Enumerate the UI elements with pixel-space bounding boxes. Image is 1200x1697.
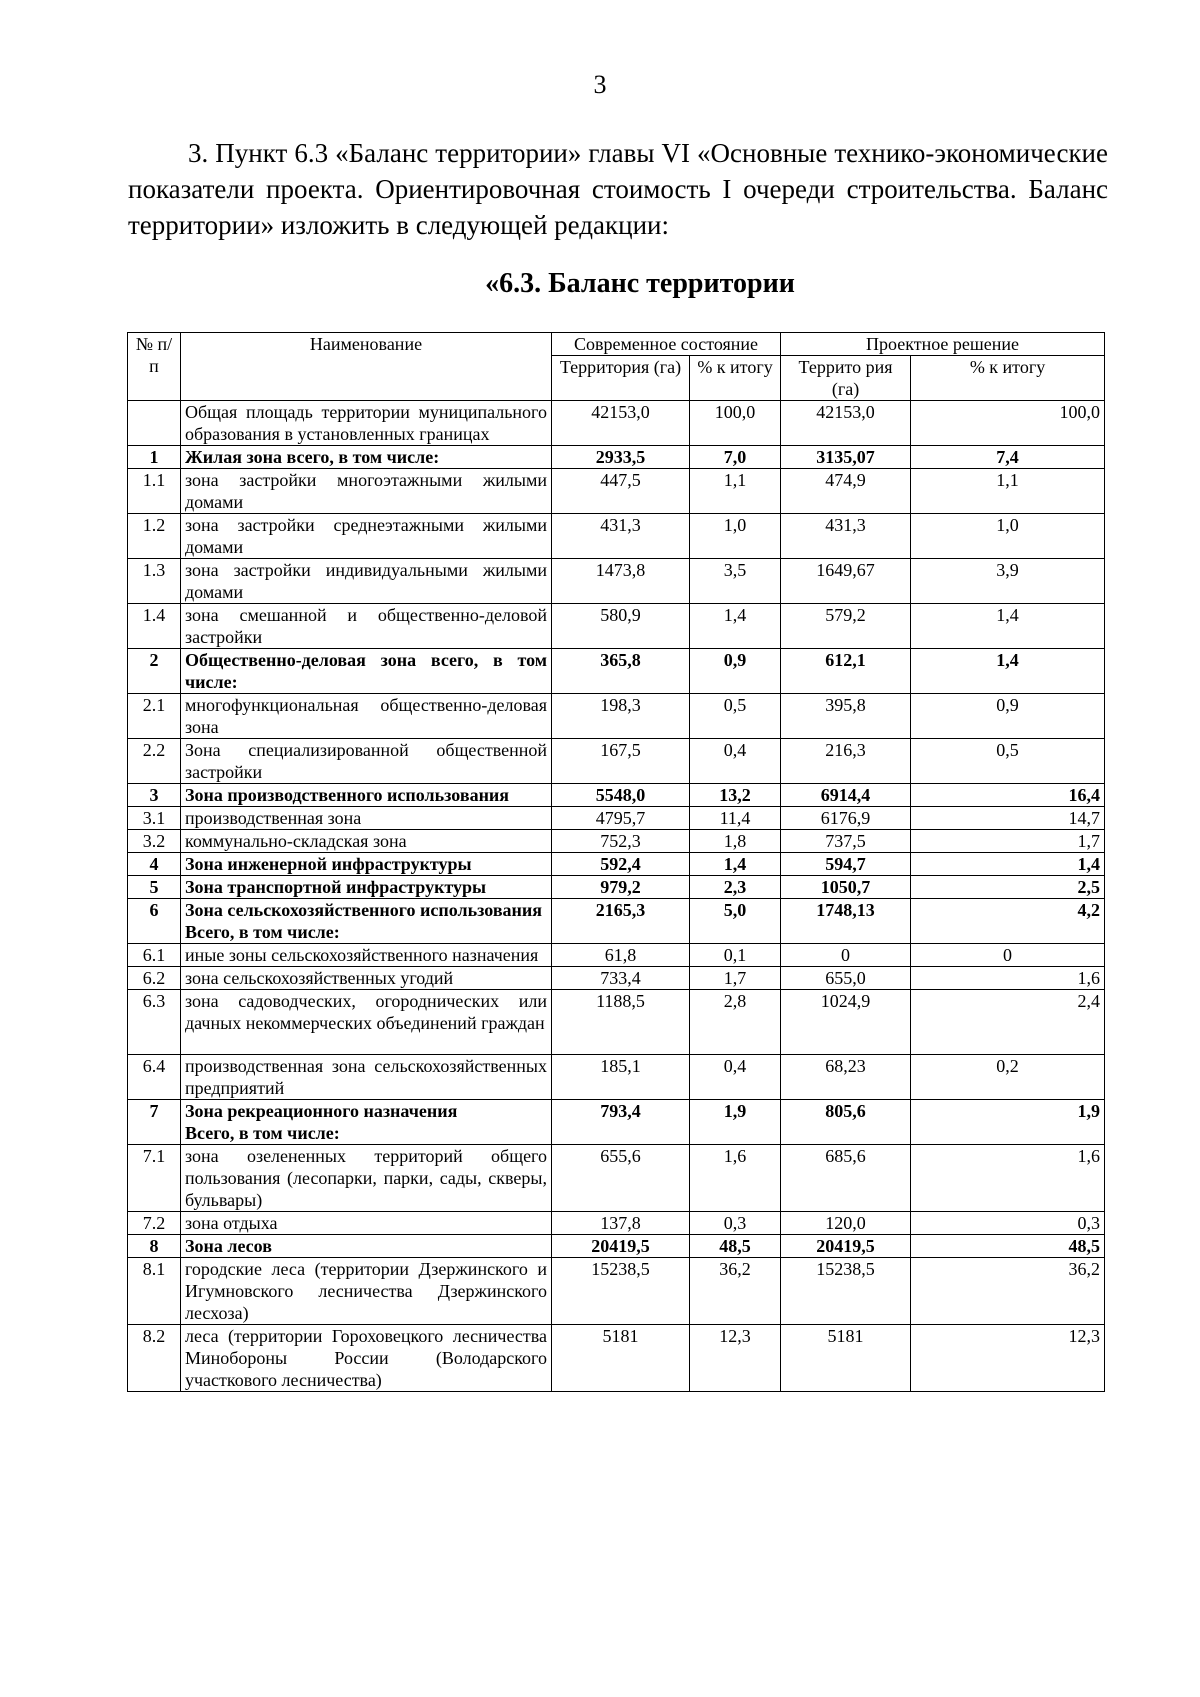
row-name	[181, 739, 552, 784]
row-name	[181, 604, 552, 649]
project-pct-cell: 48,5	[911, 1235, 1105, 1258]
current-pct-cell: 0,3	[690, 1212, 781, 1235]
row-number: 1.2	[128, 514, 181, 559]
project-area-cell: 5181	[781, 1325, 911, 1392]
header-current-area: Территория (га)	[552, 356, 690, 401]
row-number: 6.1	[128, 944, 181, 967]
row-name	[181, 1235, 552, 1258]
row-number: 6.4	[128, 1055, 181, 1100]
current-pct-cell: 1,4	[690, 604, 781, 649]
project-area-cell: 395,8	[781, 694, 911, 739]
row-name-text: зона застройки среднеэтажными жилыми домами	[185, 515, 547, 557]
current-area-cell: 592,4	[552, 853, 690, 876]
row-name-text: Зона инженерной инфраструктуры	[185, 854, 472, 874]
current-area-cell: 137,8	[552, 1212, 690, 1235]
project-pct-cell: 14,7	[911, 807, 1105, 830]
row-number: 7	[128, 1100, 181, 1145]
row-name-text: Зона лесов	[185, 1236, 272, 1256]
row-name	[181, 649, 552, 694]
project-pct-cell: 1,6	[911, 967, 1105, 990]
current-pct-cell: 1,9	[690, 1100, 781, 1145]
row-name-text: Зона сельскохозяйственного использования	[185, 900, 543, 920]
row-name	[181, 1055, 552, 1100]
table-row	[128, 1145, 1105, 1212]
header-current-pct: % к итогу	[690, 356, 781, 401]
current-pct-cell: 0,4	[690, 739, 781, 784]
row-name	[181, 1212, 552, 1235]
row-name	[181, 853, 552, 876]
project-pct-cell: 1,9	[911, 1100, 1105, 1145]
row-number: 7.1	[128, 1145, 181, 1212]
row-number: 6	[128, 899, 181, 944]
header-current-state: Современное состояние	[552, 333, 781, 356]
project-area-cell: 216,3	[781, 739, 911, 784]
row-name	[181, 784, 552, 807]
row-name	[181, 807, 552, 830]
header-project-area: Террито рия (га)	[781, 356, 911, 401]
project-pct-cell: 7,4	[911, 446, 1105, 469]
row-number: 1.4	[128, 604, 181, 649]
table-row	[128, 807, 1105, 830]
project-area-cell: 0	[781, 944, 911, 967]
project-area-cell: 805,6	[781, 1100, 911, 1145]
current-pct-cell: 36,2	[690, 1258, 781, 1325]
current-area-cell: 61,8	[552, 944, 690, 967]
table-row	[128, 649, 1105, 694]
current-pct-cell: 13,2	[690, 784, 781, 807]
current-area-cell: 42153,0	[552, 401, 690, 446]
row-number: 8.2	[128, 1325, 181, 1392]
table-row	[128, 1212, 1105, 1235]
row-number: 8	[128, 1235, 181, 1258]
page-number: 3	[593, 70, 607, 99]
current-pct-cell: 1,1	[690, 469, 781, 514]
row-name-subtext: Всего, в том числе:	[185, 922, 340, 942]
row-name-text: зона отдыха	[185, 1213, 278, 1233]
row-name	[181, 1325, 552, 1392]
row-number: 3	[128, 784, 181, 807]
project-area-cell: 1024,9	[781, 990, 911, 1055]
project-area-cell: 3135,07	[781, 446, 911, 469]
current-pct-cell: 5,0	[690, 899, 781, 944]
amendment-paragraph: 3. Пункт 6.3 «Баланс территории» главы VI «Основные технико-экономические показатели проекта. Ориентировочная стоимость I очереди строительства. Баланс территории» изложить в следующей редакции:	[128, 138, 1108, 240]
project-area-cell: 1649,67	[781, 559, 911, 604]
table-row	[128, 1258, 1105, 1325]
current-area-cell: 20419,5	[552, 1235, 690, 1258]
row-name-text: производственная зона сельскохозяйственных предприятий	[185, 1056, 547, 1098]
row-number: 2.1	[128, 694, 181, 739]
current-area-cell: 447,5	[552, 469, 690, 514]
current-pct-cell: 48,5	[690, 1235, 781, 1258]
project-pct-cell: 2,5	[911, 876, 1105, 899]
row-name-text: иные зоны сельскохозяйственного назначения	[185, 945, 539, 965]
project-area-cell: 579,2	[781, 604, 911, 649]
table-row	[128, 967, 1105, 990]
current-area-cell: 2165,3	[552, 899, 690, 944]
current-pct-cell: 0,5	[690, 694, 781, 739]
current-area-cell: 979,2	[552, 876, 690, 899]
row-number: 8.1	[128, 1258, 181, 1325]
current-pct-cell: 1,0	[690, 514, 781, 559]
table-row	[128, 876, 1105, 899]
row-name	[181, 401, 552, 446]
row-name-text: Зона специализированной общественной застройки	[185, 740, 547, 782]
header-project-pct: % к итогу	[911, 356, 1105, 401]
project-area-cell: 68,23	[781, 1055, 911, 1100]
project-area-cell: 612,1	[781, 649, 911, 694]
current-area-cell: 4795,7	[552, 807, 690, 830]
row-name	[181, 944, 552, 967]
table-row	[128, 739, 1105, 784]
row-name	[181, 967, 552, 990]
project-area-cell: 431,3	[781, 514, 911, 559]
project-area-cell: 42153,0	[781, 401, 911, 446]
row-name-text: зона садоводческих, огороднических или дачных некоммерческих объединений граждан	[185, 991, 547, 1033]
current-area-cell: 5548,0	[552, 784, 690, 807]
current-area-cell: 752,3	[552, 830, 690, 853]
current-area-cell: 198,3	[552, 694, 690, 739]
row-number: 4	[128, 853, 181, 876]
row-number	[128, 401, 181, 446]
row-name-text: коммунально-складская зона	[185, 831, 407, 851]
project-area-cell: 737,5	[781, 830, 911, 853]
current-area-cell: 2933,5	[552, 446, 690, 469]
project-pct-cell: 0,2	[911, 1055, 1105, 1100]
current-area-cell: 1188,5	[552, 990, 690, 1055]
project-pct-cell: 2,4	[911, 990, 1105, 1055]
row-name-text: Жилая зона всего, в том числе:	[185, 447, 440, 467]
table-row	[128, 830, 1105, 853]
project-pct-cell: 4,2	[911, 899, 1105, 944]
project-area-cell: 685,6	[781, 1145, 911, 1212]
row-name-text: многофункциональная общественно-деловая зона	[185, 695, 547, 737]
row-number: 2.2	[128, 739, 181, 784]
project-pct-cell: 0,3	[911, 1212, 1105, 1235]
project-pct-cell: 1,0	[911, 514, 1105, 559]
table-row	[128, 446, 1105, 469]
current-area-cell: 1473,8	[552, 559, 690, 604]
row-name	[181, 990, 552, 1055]
row-number: 3.1	[128, 807, 181, 830]
project-area-cell: 15238,5	[781, 1258, 911, 1325]
table-row	[128, 784, 1105, 807]
header-num: № п/ п	[128, 333, 181, 401]
project-pct-cell: 0,5	[911, 739, 1105, 784]
row-name-text: зона озелененных территорий общего пользования (лесопарки, парки, сады, скверы, бульвары)	[185, 1146, 547, 1210]
project-pct-cell: 3,9	[911, 559, 1105, 604]
row-name	[181, 694, 552, 739]
row-name	[181, 446, 552, 469]
project-pct-cell: 0	[911, 944, 1105, 967]
row-name-text: зона сельскохозяйственных угодий	[185, 968, 454, 988]
table-row	[128, 1325, 1105, 1392]
row-name	[181, 469, 552, 514]
row-name	[181, 876, 552, 899]
current-pct-cell: 2,3	[690, 876, 781, 899]
project-area-cell: 1748,13	[781, 899, 911, 944]
row-number: 3.2	[128, 830, 181, 853]
row-name-text: леса (территории Гороховецкого лесничества Минобороны России (Володарского участкового лесничества)	[185, 1326, 547, 1390]
project-pct-cell: 1,4	[911, 853, 1105, 876]
row-name-text: производственная зона	[185, 808, 362, 828]
project-pct-cell: 0,9	[911, 694, 1105, 739]
header-name: Наименование	[181, 333, 552, 401]
current-pct-cell: 12,3	[690, 1325, 781, 1392]
row-name	[181, 1145, 552, 1212]
row-name	[181, 514, 552, 559]
project-pct-cell: 1,4	[911, 649, 1105, 694]
row-name-text: Общая площадь территории муниципального образования в установленных границах	[185, 402, 547, 444]
territory-balance-table	[127, 332, 1105, 1392]
row-name-text: зона застройки многоэтажными жилыми домами	[185, 470, 547, 512]
project-pct-cell: 36,2	[911, 1258, 1105, 1325]
row-name-text: Зона транспортной инфраструктуры	[185, 877, 487, 897]
project-pct-cell: 1,4	[911, 604, 1105, 649]
row-name-text: Зона рекреационного назначения	[185, 1101, 458, 1121]
current-pct-cell: 0,1	[690, 944, 781, 967]
table-row	[128, 559, 1105, 604]
row-name-text: Зона производственного использования	[185, 785, 510, 805]
current-area-cell: 431,3	[552, 514, 690, 559]
row-number: 1	[128, 446, 181, 469]
project-pct-cell: 1,6	[911, 1145, 1105, 1212]
table-row	[128, 1235, 1105, 1258]
row-name	[181, 1258, 552, 1325]
row-name	[181, 559, 552, 604]
row-number: 6.2	[128, 967, 181, 990]
project-area-cell: 594,7	[781, 853, 911, 876]
table-row	[128, 469, 1105, 514]
table-row	[128, 990, 1105, 1055]
row-name	[181, 1100, 552, 1145]
current-pct-cell: 100,0	[690, 401, 781, 446]
table-row	[128, 1100, 1105, 1145]
table-row	[128, 401, 1105, 446]
project-area-cell: 6914,4	[781, 784, 911, 807]
project-area-cell: 6176,9	[781, 807, 911, 830]
current-pct-cell: 2,8	[690, 990, 781, 1055]
row-name	[181, 899, 552, 944]
project-pct-cell: 12,3	[911, 1325, 1105, 1392]
project-pct-cell: 1,1	[911, 469, 1105, 514]
row-number: 2	[128, 649, 181, 694]
section-heading: «6.3. Баланс территории	[485, 268, 795, 299]
current-pct-cell: 1,7	[690, 967, 781, 990]
table-row	[128, 694, 1105, 739]
row-number: 1.1	[128, 469, 181, 514]
row-name-text: зона смешанной и общественно-деловой застройки	[185, 605, 547, 647]
row-number: 6.3	[128, 990, 181, 1055]
project-pct-cell: 16,4	[911, 784, 1105, 807]
current-pct-cell: 1,6	[690, 1145, 781, 1212]
current-area-cell: 365,8	[552, 649, 690, 694]
current-pct-cell: 1,8	[690, 830, 781, 853]
current-area-cell: 185,1	[552, 1055, 690, 1100]
row-name	[181, 830, 552, 853]
project-area-cell: 120,0	[781, 1212, 911, 1235]
current-pct-cell: 1,4	[690, 853, 781, 876]
current-pct-cell: 3,5	[690, 559, 781, 604]
current-pct-cell: 7,0	[690, 446, 781, 469]
project-pct-cell: 100,0	[911, 401, 1105, 446]
project-area-cell: 1050,7	[781, 876, 911, 899]
project-pct-cell: 1,7	[911, 830, 1105, 853]
row-name-text: зона застройки индивидуальными жилыми домами	[185, 560, 547, 602]
current-area-cell: 5181	[552, 1325, 690, 1392]
project-area-cell: 655,0	[781, 967, 911, 990]
row-number: 7.2	[128, 1212, 181, 1235]
row-name-subtext: Всего, в том числе:	[185, 1123, 340, 1143]
current-area-cell: 793,4	[552, 1100, 690, 1145]
table-row	[128, 514, 1105, 559]
table-row	[128, 899, 1105, 944]
table-row	[128, 604, 1105, 649]
row-number: 1.3	[128, 559, 181, 604]
current-pct-cell: 0,9	[690, 649, 781, 694]
current-pct-cell: 0,4	[690, 1055, 781, 1100]
current-area-cell: 655,6	[552, 1145, 690, 1212]
current-area-cell: 580,9	[552, 604, 690, 649]
project-area-cell: 20419,5	[781, 1235, 911, 1258]
table-row	[128, 1055, 1105, 1100]
current-area-cell: 733,4	[552, 967, 690, 990]
row-name-text: Общественно-деловая зона всего, в том числе:	[185, 650, 547, 692]
table-header-row	[128, 333, 1105, 356]
current-pct-cell: 11,4	[690, 807, 781, 830]
row-number: 5	[128, 876, 181, 899]
table-row	[128, 944, 1105, 967]
header-project-solution: Проектное решение	[781, 333, 1105, 356]
current-area-cell: 167,5	[552, 739, 690, 784]
project-area-cell: 474,9	[781, 469, 911, 514]
row-name-text: городские леса (территории Дзержинского и Игумновского лесничества Дзержинского лесхоза)	[185, 1259, 547, 1323]
table-row	[128, 853, 1105, 876]
current-area-cell: 15238,5	[552, 1258, 690, 1325]
